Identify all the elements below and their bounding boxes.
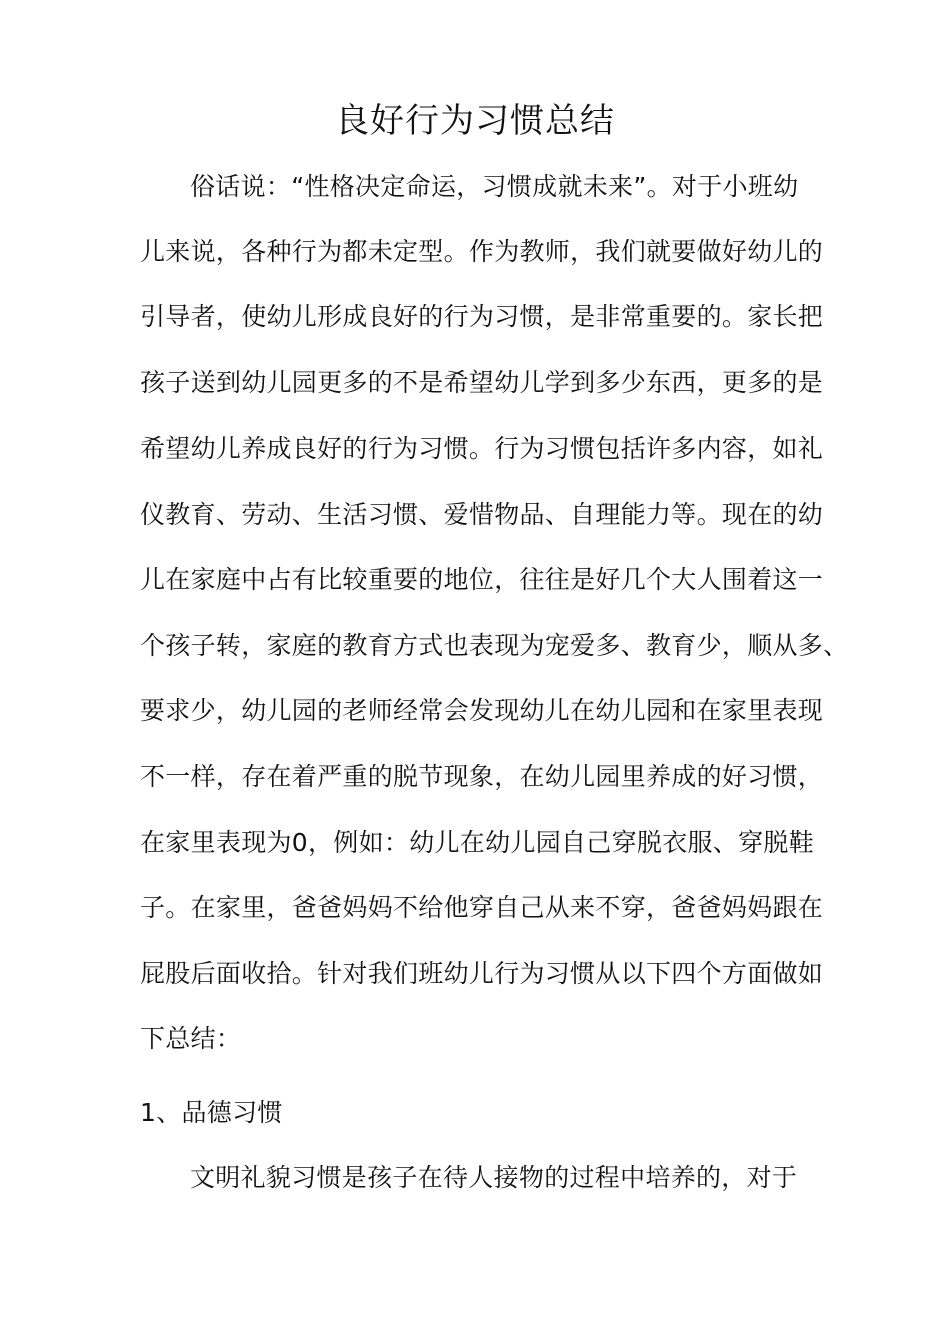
paragraph-1-line-9: 要求少，幼儿园的老师经常会发现幼儿在幼儿园和在家里表现: [140, 696, 824, 725]
paragraph-1-line-12: 子。在家里，爸爸妈妈不给他穿自己从来不穿，爸爸妈妈跟在: [140, 893, 824, 922]
paragraph-1-line-4: 孩子送到幼儿园更多的不是希望幼儿学到多少东西，更多的是: [140, 368, 824, 397]
paragraph-1-line-5: 希望幼儿养成良好的行为习惯。行为习惯包括许多内容，如礼: [140, 434, 824, 463]
paragraph-1-line-13: 屁股后面收拾。针对我们班幼儿行为习惯从以下四个方面做如: [140, 959, 824, 988]
paragraph-1-line-10: 不一样，存在着严重的脱节现象，在幼儿园里养成的好习惯，: [140, 762, 824, 791]
section-1-heading: 1、品德习惯: [140, 1098, 283, 1127]
paragraph-1-line-1: 俗话说：“性格决定命运，习惯成就未来”。对于小班幼: [190, 172, 799, 201]
paragraph-1-line-11: 在家里表现为0，例如：幼儿在幼儿园自己穿脱衣服、穿脱鞋: [140, 828, 815, 857]
paragraph-1-line-8: 个孩子转，家庭的教育方式也表现为宠爱多、教育少，顺从多、: [140, 631, 849, 660]
paragraph-1-line-6: 仪教育、劳动、生活习惯、爱惜物品、自理能力等。现在的幼: [140, 500, 824, 529]
paragraph-1-line-14: 下总结：: [140, 1024, 242, 1053]
paragraph-1-line-2: 儿来说，各种行为都未定型。作为教师，我们就要做好幼儿的: [140, 237, 824, 266]
paragraph-1-line-3: 引导者，使幼儿形成良好的行为习惯，是非常重要的。家长把: [140, 302, 824, 331]
paragraph-1-line-7: 儿在家庭中占有比较重要的地位，往往是好几个大人围着这一: [140, 565, 824, 594]
document-title: 良好行为习惯总结: [335, 101, 615, 141]
paragraph-2-line-1: 文明礼貌习惯是孩子在待人接物的过程中培养的，对于: [190, 1163, 798, 1192]
